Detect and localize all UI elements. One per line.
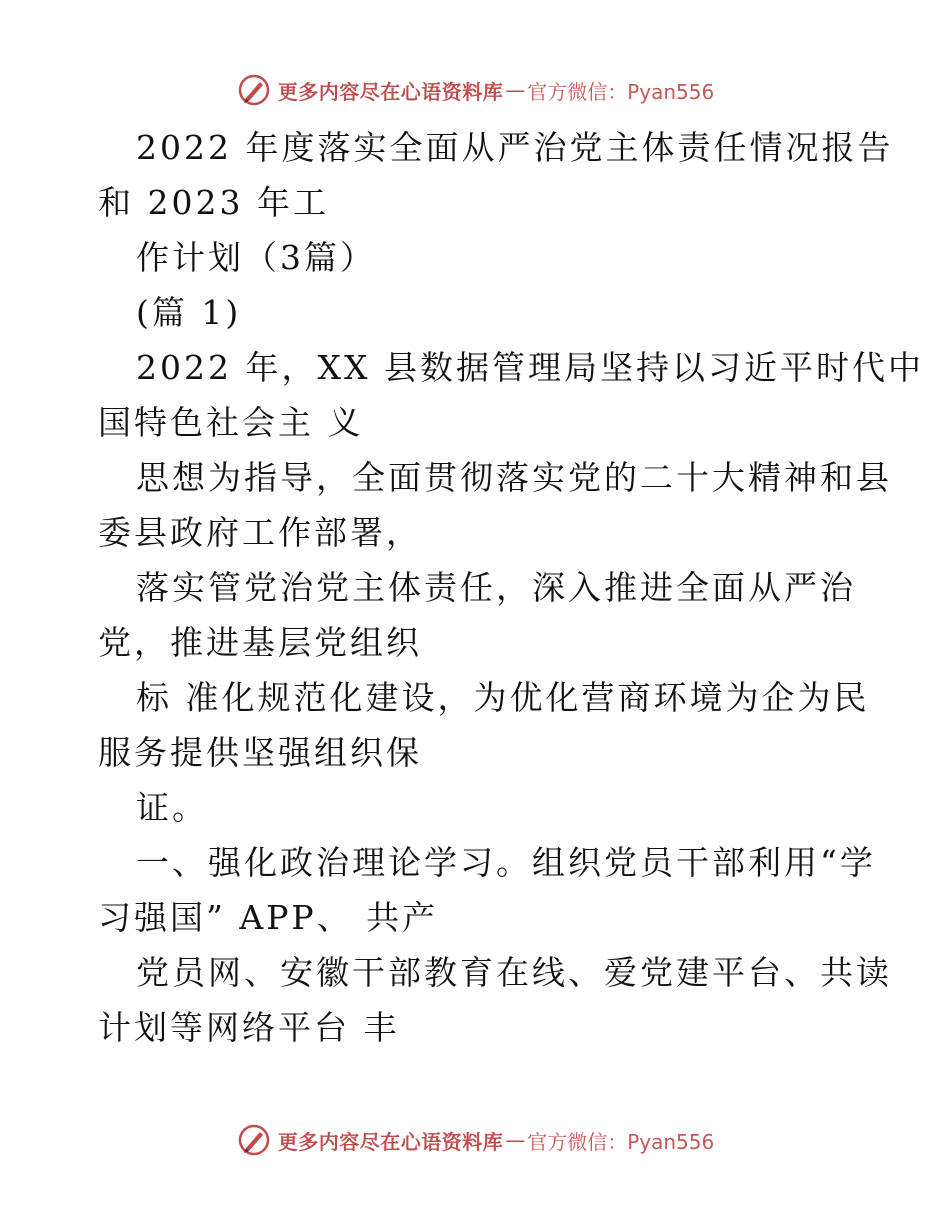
paragraph-line: 党，推进基层党组织 [98, 623, 422, 662]
paragraph-line: 2022 年，XX 县数据管理局坚持以习近平时代中 [136, 348, 924, 387]
watermark-text: 更多内容尽在心语资料库 [277, 1129, 504, 1154]
paragraph-line: 习强国” APP、 共产 [98, 898, 439, 937]
watermark-wechat: 官方微信：Pyan556 [527, 1129, 715, 1154]
document-title-line: 2022 年度落实全面从严治党主体责任情况报告 [136, 128, 894, 167]
paragraph-line: 标 准化规范化建设，为优化营商环境为企为民 [136, 678, 870, 717]
paragraph-line: 思想为指导，全面贯彻落实党的二十大精神和县 [136, 458, 892, 497]
watermark-wechat: 官方微信：Pyan556 [527, 79, 715, 104]
document-title-line: 和 2023 年工 [98, 183, 329, 222]
pen-logo-icon [236, 1122, 272, 1158]
document-title-line: 作计划（3篇） [136, 238, 376, 277]
paragraph-line: 计划等网络平台 丰 [98, 1008, 400, 1047]
paragraph-line: 一、强化政治理论学习。组织党员干部利用“学 [136, 843, 876, 882]
watermark-banner-top [0, 70, 950, 110]
watermark-separator: — [505, 78, 526, 102]
watermark-separator: — [505, 1128, 526, 1152]
paragraph-line: 国特色社会主 义 [98, 403, 364, 442]
document-body [98, 120, 924, 1055]
watermark-text: 更多内容尽在心语资料库 [277, 79, 504, 104]
pen-logo-icon [236, 72, 272, 108]
paragraph-line: 委县政府工作部署， [98, 513, 422, 552]
paragraph-line: 党员网、安徽干部教育在线、爱党建平台、共读 [136, 953, 892, 992]
paragraph-line: 证。 [136, 788, 208, 827]
paragraph-line: 服务提供坚强组织保 [98, 733, 422, 772]
paragraph-line: 落实管党治党主体责任，深入推进全面从严治 [136, 568, 856, 607]
section-heading: (篇 1) [136, 293, 242, 332]
watermark-banner-bottom [0, 1120, 950, 1160]
